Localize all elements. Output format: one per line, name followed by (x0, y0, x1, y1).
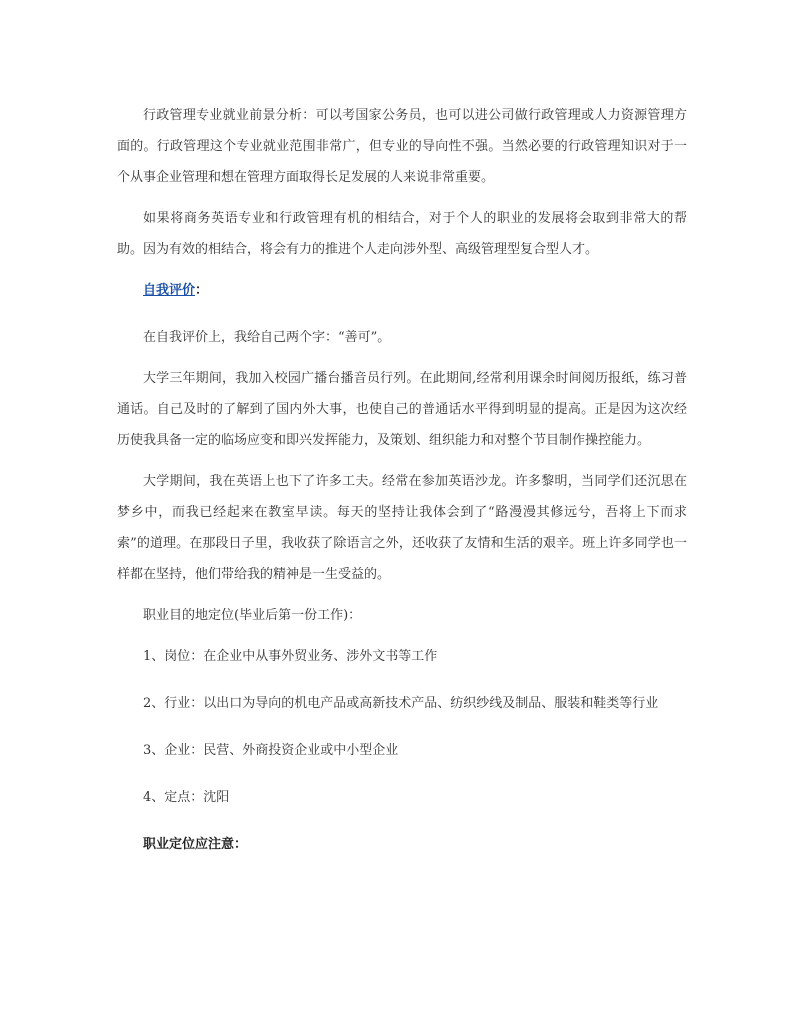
list-item-location: 4、定点：沈阳 (143, 790, 230, 805)
heading-colon: ： (195, 283, 209, 298)
section-heading-positioning-notes: 职业定位应注意： (143, 837, 248, 852)
list-item-enterprise: 3、企业：民营、外商投资企业或中小型企业 (143, 743, 399, 758)
paragraph-english-study: 大学期间，我在英语上也下了许多工夫。经常在参加英语沙龙。许多黎明，当同学们还沉思在梦乡中，而我已经起来在教室早读。每天的坚持让我体会到了“路漫漫其修远兮，吾将上下而求索”的道理。在那段日子里，我收获了除语言之外，还收获了友情和生活的艰辛。班上许多同学也一样都在坚持，他们带给我的精神是一生受益的。 (117, 474, 687, 582)
list-item-industry: 2、行业：以出口为导向的机电产品或高新技术产品、纺织纱线及制品、服装和鞋类等行业 (143, 696, 659, 711)
paragraph-career-target: 职业目的地定位(毕业后第一份工作)： (143, 608, 362, 623)
paragraph-combination: 如果将商务英语专业和行政管理有机的相结合，对于个人的职业的发展将会取到非常大的帮助。因为有效的相结合，将会有力的推进个人走向涉外型、高级管理型复合型人才。 (117, 211, 687, 257)
paragraph-broadcasting: 大学三年期间，我加入校园广播台播音员行列。在此期间,经常利用课余时间阅历报纸，练习普通话。自己及时的了解到了国内外大事，也使自己的普通话水平得到明显的提高。正是因为这次经历使我具备一定的临场应变和即兴发挥能力，及策划、组织能力和对整个节目制作操控能力。 (117, 371, 687, 448)
list-item-position: 1、岗位：在企业中从事外贸业务、涉外文书等工作 (143, 649, 438, 664)
section-heading-self-evaluation (117, 275, 687, 306)
paragraph-self-evaluation: 在自我评价上，我给自己两个字：“善可”。 (143, 330, 391, 345)
document-body (117, 100, 687, 876)
paragraph-career-outlook: 行政管理专业就业前景分析：可以考国家公务员，也可以进公司做行政管理或人力资源管理方面的。行政管理这个专业就业范围非常广，但专业的导向性不强。当然必要的行政管理知识对于一个从事企业管理和想在管理方面取得长足发展的人来说非常重要。 (117, 108, 687, 185)
self-evaluation-link[interactable]: 自我评价 (143, 283, 196, 298)
